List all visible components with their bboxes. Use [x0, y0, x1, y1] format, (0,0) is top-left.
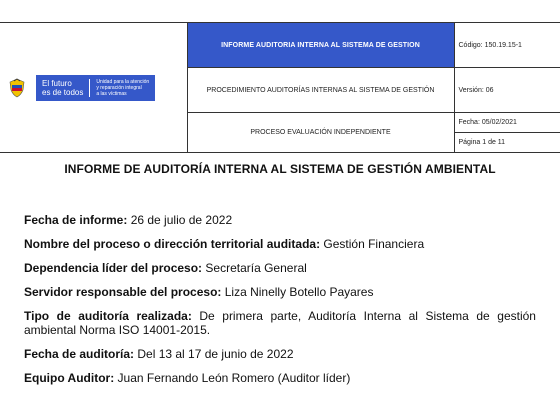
document-date: Fecha: 05/02/2021	[458, 119, 517, 126]
document-title: INFORME DE AUDITORÍA INTERNA AL SISTEMA DE GESTIÓN AMBIENTAL	[64, 162, 496, 176]
field-value: De primera parte, Auditoría Interna al Sistema de gestión ambiental Norma ISO 14001-2015.	[24, 309, 536, 337]
report-fields	[24, 213, 536, 395]
field-label: Nombre del proceso o dirección territorial auditada:	[24, 237, 321, 251]
document-version: Versión: 06	[454, 68, 560, 113]
field-audit-date	[24, 347, 536, 361]
process-name: PROCESO EVALUACIÓN INDEPENDIENTE	[187, 113, 454, 153]
field-value: Liza Ninelly Botello Payares	[221, 285, 374, 299]
field-label: Fecha de informe:	[24, 213, 128, 227]
field-lead-dependency	[24, 261, 536, 275]
brand-slogan: El futuro es de todos	[42, 79, 90, 97]
brand-unit-name: Unidad para la atención y reparación integral a las víctimas	[96, 78, 150, 97]
field-value: 26 de julio de 2022	[127, 213, 233, 227]
document-code: Código: 150.19.15-1	[454, 23, 560, 68]
field-value: Juan Fernando León Romero (Auditor líder)	[114, 371, 351, 385]
field-responsible-official	[24, 285, 536, 299]
field-value: Del 13 al 17 de junio de 2022	[134, 347, 294, 361]
procedure-name: PROCEDIMIENTO AUDITORÍAS INTERNAS AL SISTEMA DE GESTIÓN	[187, 68, 454, 113]
field-label: Equipo Auditor:	[24, 371, 115, 385]
page-number: Página 1 de 11	[455, 132, 560, 152]
field-label: Fecha de auditoría:	[24, 347, 135, 361]
field-value: Secretaría General	[202, 261, 307, 275]
report-title-cell: INFORME AUDITORIA INTERNA AL SISTEMA DE GESTION	[187, 23, 454, 68]
field-audited-process	[24, 237, 536, 251]
field-audit-type	[24, 309, 536, 337]
field-label: Tipo de auditoría realizada:	[24, 309, 192, 323]
logo-cell	[0, 23, 187, 153]
document-header-table	[0, 22, 560, 153]
field-label: Servidor responsable del proceso:	[24, 285, 222, 299]
brand-banner	[36, 75, 155, 101]
field-audit-team	[24, 371, 536, 385]
field-value: Gestión Financiera	[320, 237, 425, 251]
colombia-crest-icon	[8, 78, 26, 98]
date-page-cell	[454, 113, 560, 153]
field-report-date	[24, 213, 536, 227]
logo	[0, 23, 187, 152]
field-label: Dependencia líder del proceso:	[24, 261, 203, 275]
